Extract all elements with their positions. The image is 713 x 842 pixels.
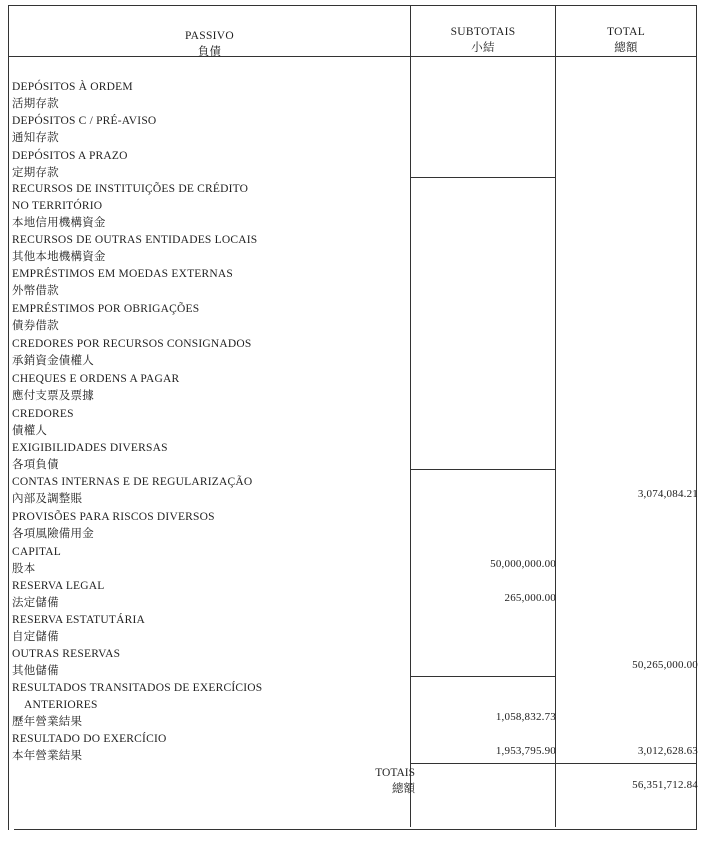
item-depositos-pre-aviso: DEPÓSITOS C / PRÉ-AVISO 通知存款: [12, 115, 157, 144]
group-separator: [410, 469, 555, 470]
item-depositos-a-prazo: DEPÓSITOS A PRAZO 定期存款: [12, 150, 128, 179]
item-reserva-estatutaria: RESERVA ESTATUTÁRIA 自定儲備: [12, 614, 146, 643]
subtotais-column-left: [410, 5, 411, 827]
resultados-anteriores-subtotal: 1,058,832.73: [495, 711, 556, 723]
item-capital: CAPITAL 股本: [12, 546, 62, 575]
item-reserva-legal: RESERVA LEGAL 法定儲備: [12, 580, 105, 609]
item-credores-recursos-consignados: CREDORES POR RECURSOS CONSIGNADOS 承銷資金債權人: [12, 338, 252, 367]
item-recursos-instituicoes-credito: RECURSOS DE INSTITUIÇÕES DE CRÉDITO NO TERRITÓRIO 本地信用機構資金: [12, 183, 249, 229]
item-resultado-exercicio: RESULTADO DO EXERCÍCIO 本年營業結果: [12, 733, 167, 762]
totais-label-pt: TOTAIS: [375, 767, 415, 779]
item-provisoes-riscos: PROVISÕES PARA RISCOS DIVERSOS 各項風險備用金: [12, 511, 215, 540]
frame-top: [8, 5, 697, 6]
item-outras-reservas: OUTRAS RESERVAS 其他儲備: [12, 648, 121, 677]
item-credores: CREDORES 債權人: [12, 408, 74, 437]
item-emprestimos-obrigacoes: EMPRÉSTIMOS POR OBRIGAÇÕES 債券借款: [12, 303, 200, 332]
capital-subtotal: 50,000,000.00: [490, 558, 556, 570]
totais-label-zh: 總額: [392, 783, 415, 795]
passivo-header-label-zh: 負債: [197, 46, 222, 58]
frame-left: [8, 5, 9, 830]
item-contas-internas: CONTAS INTERNAS E DE REGULARIZAÇÃO 內部及調整賬: [12, 476, 253, 505]
item-exigibilidades-diversas: EXIGIBILIDADES DIVERSAS 各項負債: [12, 442, 168, 471]
item-depositos-a-ordem: DEPÓSITOS À ORDEM 活期存款: [12, 81, 133, 110]
total-header: [556, 24, 696, 56]
resultado-exercicio-subtotal: 1,953,795.90: [495, 745, 556, 757]
total-header-label: TOTAL: [606, 26, 646, 38]
passivo-header: [9, 28, 410, 60]
frame-right: [696, 5, 697, 830]
contas-internas-total: 3,074,084.21: [637, 488, 698, 500]
resultados-total: 3,012,628.63: [637, 745, 698, 757]
item-emprestimos-moedas-externas: EMPRÉSTIMOS EM MOEDAS EXTERNAS 外幣借款: [12, 268, 234, 297]
subtotais-header-label: SUBTOTAIS: [450, 26, 516, 38]
item-recursos-outras-entidades: RECURSOS DE OUTRAS ENTIDADES LOCAIS 其他本地機構資金: [12, 234, 258, 263]
subtotais-header: [411, 24, 555, 56]
totais-value: 56,351,712.84: [632, 779, 698, 791]
totais-label: [375, 765, 415, 797]
item-cheques-ordens-pagar: CHEQUES E ORDENS A PAGAR 應付支票及票據: [12, 373, 180, 402]
subtotais-column-right: [555, 5, 556, 827]
reservas-total: 50,265,000.00: [632, 659, 698, 671]
frame-bottom: [14, 829, 697, 830]
subtotais-header-label-zh: 小結: [471, 42, 495, 54]
passivo-header-label: PASSIVO: [185, 30, 234, 42]
total-header-label-zh: 總額: [614, 42, 638, 54]
group-separator: [410, 676, 555, 677]
item-resultados-transitados: RESULTADOS TRANSITADOS DE EXERCÍCIOS ANTERIORES 歷年營業結果: [12, 682, 263, 728]
totals-separator: [410, 763, 697, 764]
reserva-legal-subtotal: 265,000.00: [504, 592, 556, 604]
group-separator: [410, 177, 555, 178]
